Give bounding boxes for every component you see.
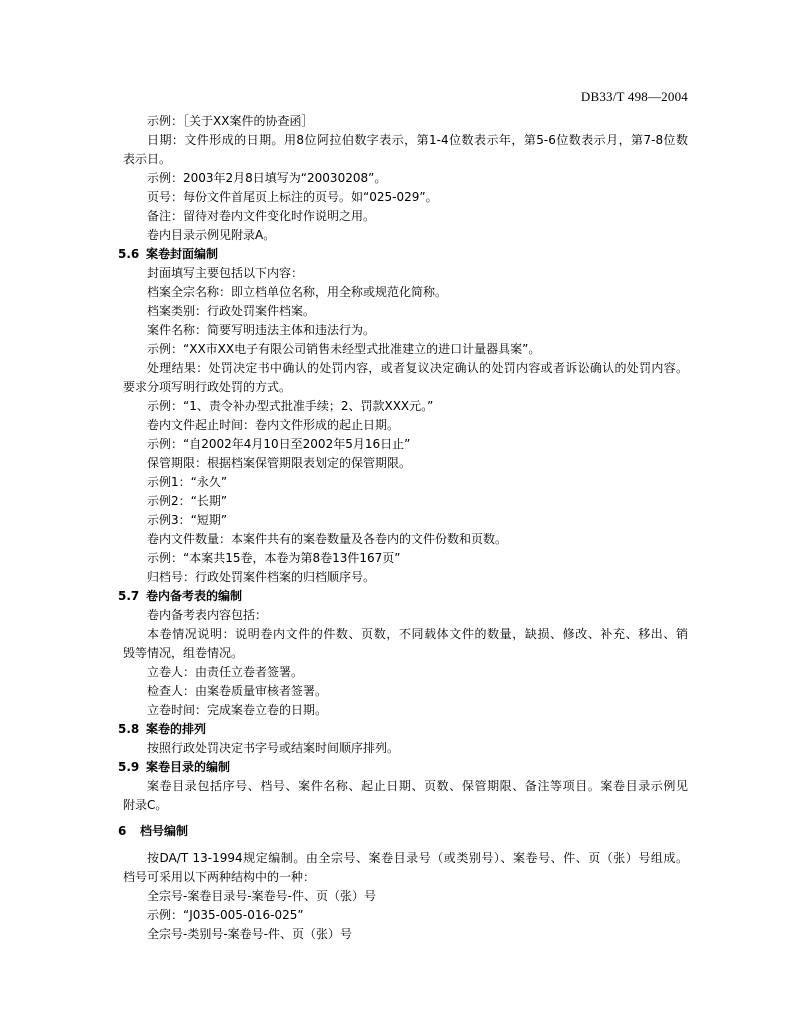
paragraph-line: 立卷人：由责任立卷者签署。 [147, 665, 304, 679]
paragraph-line: 附录C。 [123, 798, 168, 812]
paragraph-line: 卷内备考表内容包括： [147, 608, 268, 622]
paragraph-line: 档案全宗名称：即立档单位名称，用全称或规范化简称。 [147, 285, 448, 299]
paragraph-line: 示例2：“长期” [147, 494, 228, 508]
chapter-title: 档号编制 [140, 824, 189, 838]
paragraph-line: 保管期限：根据档案保管期限表划定的保管期限。 [147, 456, 412, 470]
section-number: 5.8 [118, 722, 140, 736]
paragraph-line: 表示日。 [123, 152, 172, 166]
paragraph-line: 要求分项写明行政处罚的方式。 [123, 380, 292, 394]
paragraph-line: 示例：“XX市XX电子有限公司销售未经型式批准建立的进口计量器具案”。 [147, 342, 541, 356]
paragraph-line: 示例：“1、责令补办型式批准手续；2、罚款XXX元。” [147, 399, 434, 413]
section-title: 案卷目录的编制 [146, 760, 231, 774]
section-title: 案卷的排列 [146, 722, 207, 736]
paragraph-line: 档号可采用以下两种结构中的一种： [123, 870, 316, 884]
paragraph-line: 备注：留待对卷内文件变化时作说明之用。 [147, 209, 376, 223]
paragraph-line: 日期：文件形成的日期。用8位阿拉伯数字表示，第1-4位数表示年，第5-6位数表示月，第7-8位数 [147, 133, 688, 147]
paragraph-line: 全宗号-案卷目录号-案卷号-件、页（张）号 [147, 889, 376, 903]
chapter-number: 6 [118, 824, 127, 838]
doc-code-header: DB33/T 498—2004 [580, 89, 688, 104]
paragraph-line: 示例1：“永久” [147, 475, 228, 489]
paragraph-line: 示例：“J035-005-016-025” [147, 908, 304, 922]
chapter-heading-6 [118, 823, 188, 839]
paragraph-line: 案件名称：简要写明违法主体和违法行为。 [147, 323, 376, 337]
paragraph-line: 示例3：“短期” [147, 513, 228, 527]
paragraph-line: 卷内目录示例见附录A。 [147, 228, 276, 242]
paragraph-line: 全宗号-类别号-案卷号-件、页（张）号 [147, 927, 352, 941]
paragraph-line: 处理结果：处罚决定书中确认的处罚内容，或者复议决定确认的处罚内容或者诉讼确认的处罚内容。 [147, 361, 688, 375]
section-title: 案卷封面编制 [146, 247, 219, 261]
paragraph-line: 卷内文件数量：本案件共有的案卷数量及各卷内的文件份数和页数。 [147, 532, 508, 546]
paragraph-line: 示例：2003年2月8日填写为“20030208”。 [147, 171, 387, 185]
section-heading-5-7 [118, 588, 242, 604]
paragraph-line: 示例：“自2002年4月10日至2002年5月16日止” [147, 437, 411, 451]
section-title: 卷内备考表的编制 [146, 589, 243, 603]
section-number: 5.7 [118, 589, 140, 603]
paragraph-line: 立卷时间：完成案卷立卷的日期。 [147, 703, 328, 717]
section-heading-5-9 [118, 759, 230, 775]
section-heading-5-8 [118, 721, 206, 737]
section-heading-5-6 [118, 246, 218, 262]
paragraph-line: 本卷情况说明：说明卷内文件的件数、页数，不同载体文件的数量，缺损、修改、补充、移出、销 [147, 627, 688, 641]
paragraph-line: 页号：每份文件首尾页上标注的页号。如“025-029”。 [147, 190, 438, 204]
paragraph-line: 归档号：行政处罚案件档案的归档顺序号。 [147, 570, 376, 584]
paragraph-line: 示例：“本案共15卷，本卷为第8卷13件167页” [147, 551, 401, 565]
paragraph-line: 按照行政处罚决定书字号或结案时间顺序排列。 [147, 741, 400, 755]
paragraph-line: 毁等情况，组卷情况。 [123, 646, 244, 660]
section-number: 5.6 [118, 247, 140, 261]
paragraph-line: 检查人：由案卷质量审核者签署。 [147, 684, 328, 698]
paragraph-line: 封面填写主要包括以下内容： [147, 266, 304, 280]
paragraph-line: 示例：［关于XX案件的协查函］ [147, 114, 314, 128]
paragraph-line: 案卷目录包括序号、档号、案件名称、起止日期、页数、保管期限、备注等项目。案卷目录示例见 [147, 779, 688, 793]
section-number: 5.9 [118, 760, 140, 774]
paragraph-line: 档案类别：行政处罚案件档案。 [147, 304, 316, 318]
paragraph-line: 卷内文件起止时间：卷内文件形成的起止日期。 [147, 418, 400, 432]
paragraph-line: 按DA/T 13-1994规定编制。由全宗号、案卷目录号（或类别号）、案卷号、件、页（张）号组成。 [147, 851, 688, 865]
